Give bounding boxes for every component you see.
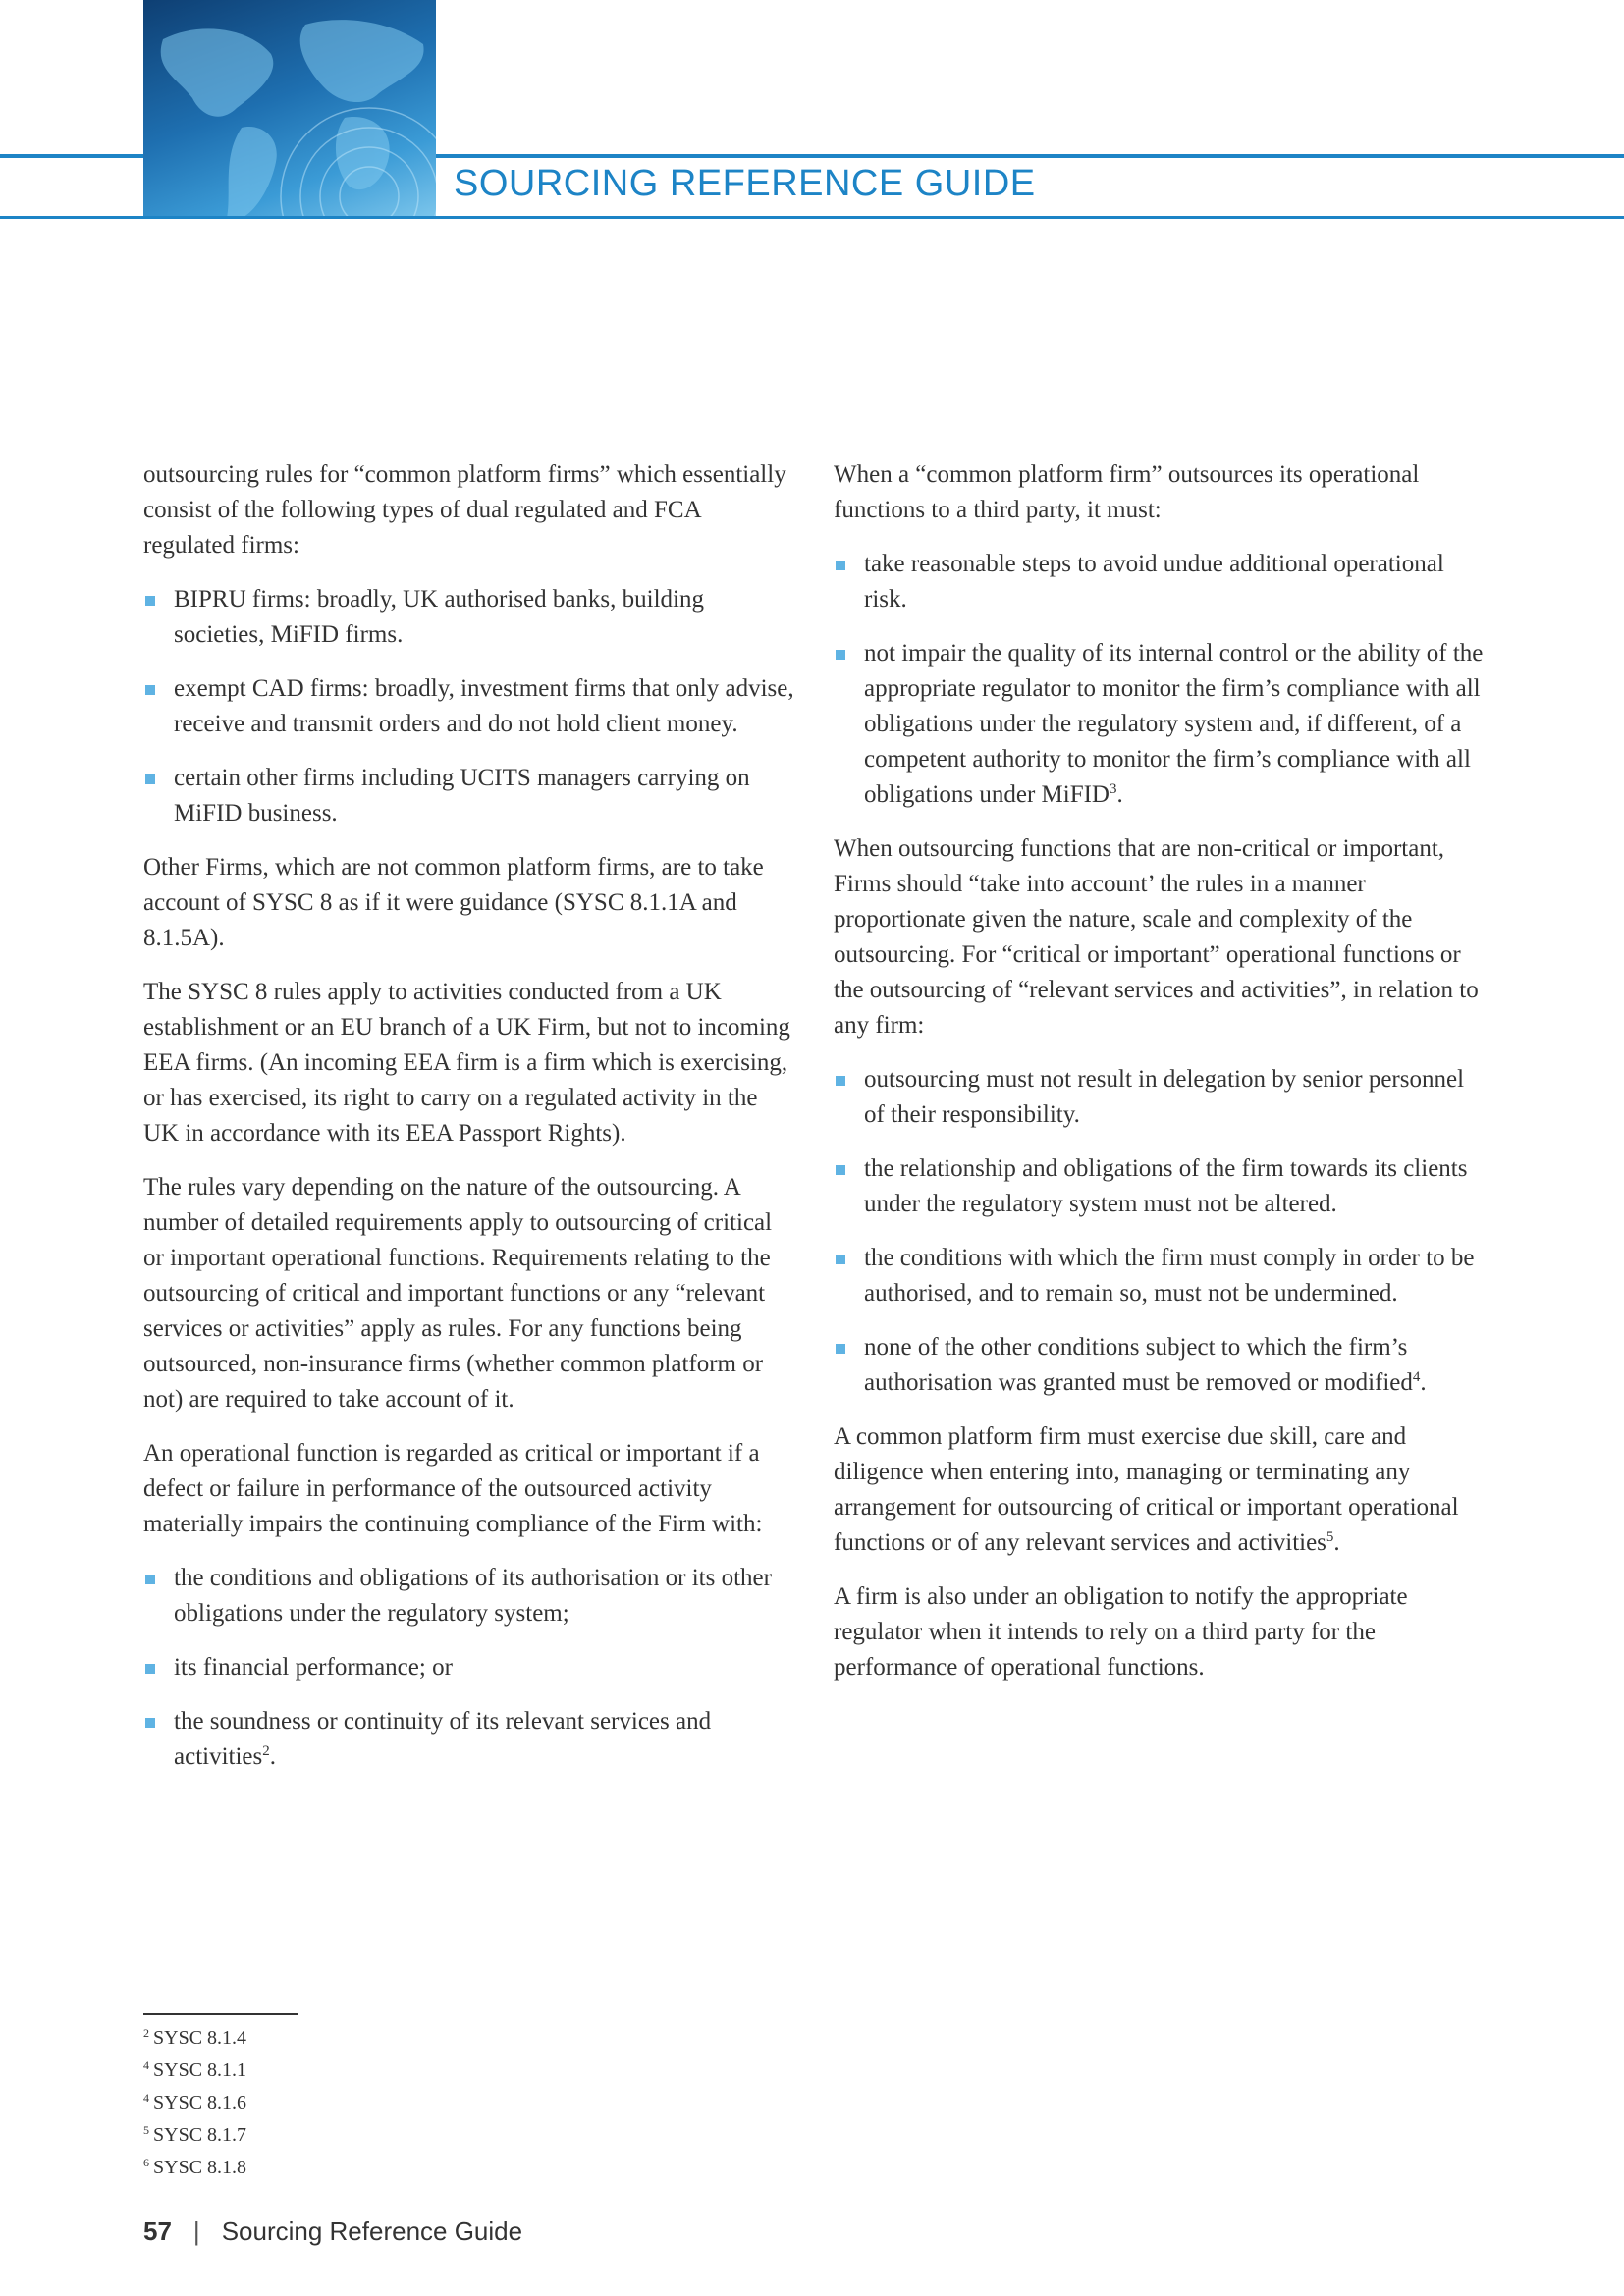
left-column — [143, 457, 796, 1793]
square-bullet-icon — [836, 1165, 845, 1175]
sysc8-paragraph: The SYSC 8 rules apply to activities conducted from a UK establishment or an EU branch of a UK Firm, but not to incoming EEA firms. (An incoming EEA firm is a firm which is exercising, or has exercised, its right to carry on a regulated activity in the UK in accordance with its EEA Passport Rights). — [143, 979, 790, 1147]
footnotes — [143, 2022, 246, 2184]
footnote-ref: 4 — [1412, 1369, 1421, 1385]
list-item: none of the other conditions subject to which the firm’s authorisation was granted must be removed or modified$^4$. — [834, 1330, 1487, 1401]
square-bullet-icon — [836, 1255, 845, 1264]
list-item: certain other firms including UCITS managers carrying on MiFID business. — [143, 761, 796, 831]
square-bullet-icon — [145, 1718, 155, 1728]
list-item: not impair the quality of its internal control or the ability of the appropriate regulator to monitor the firm’s compliance with all obligations under the regulatory system and, if different, of a competent authority to monitor the firm’s compliance with all obligations under MiFID$^3$. — [834, 636, 1487, 813]
list-item: BIPRU firms: broadly, UK authorised banks, building societies, MiFID firms. — [143, 582, 796, 653]
square-bullet-icon — [145, 1664, 155, 1674]
footnote-divider — [143, 2013, 298, 2015]
notify-paragraph: A firm is also under an obligation to notify the appropriate regulator when it intends to rely on a third party for the performance of operational functions. — [834, 1583, 1408, 1681]
footnote: $^4$ SYSC 8.1.6 — [143, 2091, 247, 2113]
list-item: the conditions with which the firm must comply in order to be authorised, and to remain so, must not be undermined. — [834, 1241, 1487, 1311]
page-number: 57 — [143, 2216, 172, 2246]
list-item: outsourcing must not result in delegation by senior personnel of their responsibility. — [834, 1062, 1487, 1133]
due-skill-paragraph: A common platform firm must exercise due skill, care and diligence when entering into, managing or terminating any arrangement for outsourcing of critical or important operational functions or of any relevant services and activities$^5$. — [834, 1423, 1459, 1556]
footnote: $^2$ SYSC 8.1.4 — [143, 2026, 247, 2049]
list-item: its financial performance; or — [143, 1650, 796, 1685]
footnote-ref: 3 — [1110, 781, 1117, 797]
critical-items-list — [143, 1561, 796, 1775]
list-item: exempt CAD firms: broadly, investment firms that only advise, receive and transmit orders and do not hold client money. — [143, 671, 796, 742]
footer-separator: | — [192, 2216, 200, 2246]
square-bullet-icon — [145, 685, 155, 695]
square-bullet-icon — [836, 561, 845, 570]
footnote: $^5$ SYSC 8.1.7 — [143, 2123, 247, 2146]
square-bullet-icon — [145, 774, 155, 784]
outsourcing-intro-paragraph: When a “common platform firm” outsources its operational functions to a third party, it must: — [834, 461, 1420, 523]
must-items-list — [834, 547, 1487, 813]
world-map-banner-icon — [143, 0, 436, 218]
list-item: take reasonable steps to avoid undue additional operational risk. — [834, 547, 1487, 617]
square-bullet-icon — [145, 596, 155, 606]
footnote: $^4$ SYSC 8.1.1 — [143, 2058, 247, 2081]
firm-types-list — [143, 582, 796, 831]
any-firm-items-list — [834, 1062, 1487, 1401]
square-bullet-icon — [836, 650, 845, 660]
non-critical-paragraph: When outsourcing functions that are non-critical or important, Firms should “take into account’ the rules in a manner proportionate given the nature, scale and complexity of the outsourcing. For “critical or important” operational functions or the outsourcing of “relevant services and activities”, in relation to any firm: — [834, 835, 1479, 1039]
right-column — [834, 457, 1487, 1704]
page-footer — [143, 2216, 522, 2247]
header-rule-bottom — [0, 216, 1624, 219]
square-bullet-icon — [836, 1076, 845, 1086]
footnote: $^6$ SYSC 8.1.8 — [143, 2156, 247, 2178]
intro-paragraph: outsourcing rules for “common platform firms” which essentially consist of the following types of dual regulated and FCA regulated firms: — [143, 461, 786, 559]
footer-title: Sourcing Reference Guide — [221, 2216, 523, 2246]
list-item: the conditions and obligations of its authorisation or its other obligations under the regulatory system; — [143, 1561, 796, 1631]
other-firms-paragraph: Other Firms, which are not common platform firms, are to take account of SYSC 8 as if it were guidance (SYSC 8.1.1A and 8.1.5A). — [143, 854, 764, 951]
list-item: the relationship and obligations of the firm towards its clients under the regulatory system must not be altered. — [834, 1151, 1487, 1222]
list-item: the soundness or continuity of its relevant services and activities$^2$. — [143, 1704, 796, 1775]
page-header-title: SOURCING REFERENCE GUIDE — [454, 163, 1036, 204]
rules-vary-paragraph: The rules vary depending on the nature of the outsourcing. A number of detailed requirements apply to outsourcing of critical or important operational functions. Requirements relating to the outsourcing of critical and important functions or any “relevant services or activities” apply as rules. For any functions being outsourced, non-insurance firms (whether common platform or not) are required to take account of it. — [143, 1174, 773, 1413]
footnote-ref: 2 — [262, 1743, 270, 1759]
square-bullet-icon — [836, 1344, 845, 1354]
square-bullet-icon — [145, 1575, 155, 1584]
footnote-ref: 5 — [1326, 1529, 1334, 1545]
critical-definition-paragraph: An operational function is regarded as critical or important if a defect or failure in performance of the outsourced activity materially impairs the continuing compliance of the Firm with: — [143, 1440, 763, 1537]
